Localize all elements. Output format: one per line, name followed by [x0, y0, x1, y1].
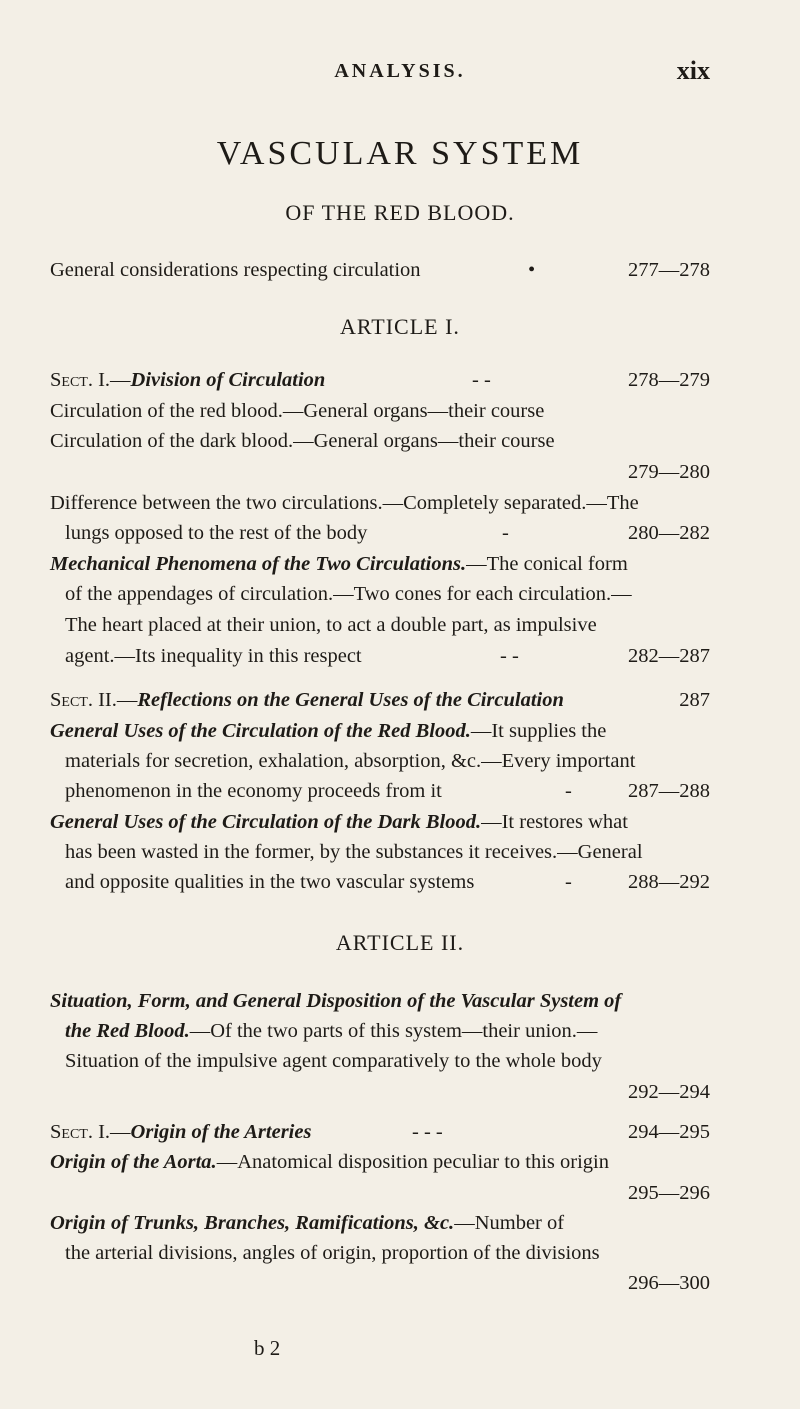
text: materials for secretion, exhalation, absorption, &c.—Every important	[65, 750, 636, 772]
text: has been wasted in the former, by the substances it receives.—General	[65, 841, 643, 863]
page-range: 277—278	[628, 259, 710, 281]
article-2-title: ARTICLE II.	[335, 930, 465, 955]
text: —Anatomical disposition peculiar to this origin	[216, 1151, 609, 1173]
subsection-title: Origin of Trunks, Branches, Ramifications, &c.	[50, 1212, 455, 1234]
text: Circulation of the dark blood.—General organs—their course	[50, 430, 555, 452]
page-range: 294—295	[628, 1121, 710, 1143]
subsection-title: Mechanical Phenomena of the Two Circulations.	[50, 553, 467, 575]
leader-dash: -	[502, 522, 509, 544]
page-range: 279—280	[628, 461, 710, 483]
page-range: 282—287	[628, 645, 710, 667]
page-title: VASCULAR SYSTEM	[216, 135, 584, 172]
page-number: xix	[676, 56, 710, 85]
page-range: 288—292	[628, 871, 710, 893]
text: The heart placed at their union, to act a double part, as impulsive	[65, 614, 597, 636]
leader-dot: •	[528, 259, 536, 281]
text: —The conical form	[466, 553, 628, 575]
leader-dots: - -	[500, 645, 519, 667]
dash: —	[116, 689, 138, 711]
text: the arterial divisions, angles of origin, proportion of the divisions	[65, 1242, 600, 1264]
page-range: 287—288	[628, 780, 710, 802]
text: —Number of	[454, 1212, 565, 1234]
page-range: 295—296	[628, 1182, 710, 1204]
section-label: Sect. II.	[50, 689, 117, 711]
page-subtitle: OF THE RED BLOOD.	[285, 200, 515, 225]
dash: —	[110, 369, 131, 391]
page-range: 280—282	[628, 522, 710, 544]
text: of the appendages of circulation.—Two cones for each circulation.—	[65, 583, 632, 605]
text: lungs opposed to the rest of the body	[65, 522, 368, 544]
text: agent.—Its inequality in this respect	[65, 645, 362, 667]
subsection-title: Situation, Form, and General Disposition of the Vascular System of	[50, 990, 622, 1012]
text: —It restores what	[481, 811, 628, 833]
section-title: Origin of the Arteries	[130, 1121, 312, 1143]
section-title: Reflections on the General Uses of the Circulation	[137, 689, 564, 711]
page-range: 296—300	[628, 1272, 710, 1294]
subsection-title: General Uses of the Circulation of the Red Blood.	[50, 720, 471, 742]
text: and opposite qualities in the two vascular systems	[65, 871, 475, 893]
leader-dash: -	[565, 871, 572, 893]
subsection-title: General Uses of the Circulation of the Dark Blood.	[50, 811, 482, 833]
leader-dash: -	[565, 780, 572, 802]
subsection-title: Origin of the Aorta.	[50, 1151, 217, 1173]
section-label: Sect. I.	[50, 369, 111, 391]
page-range: 278—279	[628, 369, 710, 391]
text: phenomenon in the economy proceeds from it	[65, 780, 442, 802]
article-1-title: ARTICLE I.	[340, 314, 460, 339]
text: —It supplies the	[470, 720, 607, 742]
text: Circulation of the red blood.—General organs—their course	[50, 400, 545, 422]
leader-dots: - - -	[412, 1121, 443, 1143]
text: Difference between the two circulations.—Completely separated.—The	[50, 492, 639, 514]
section-label: Sect. I.	[50, 1121, 111, 1143]
subsection-title: the Red Blood.	[65, 1020, 190, 1042]
leader-dots: - -	[472, 369, 491, 391]
section-title: Division of Circulation	[130, 369, 326, 391]
intro-text: General considerations respecting circulation	[50, 259, 421, 281]
running-head	[0, 56, 800, 90]
running-title: ANALYSIS.	[334, 60, 466, 82]
signature-mark: b 2	[254, 1336, 281, 1360]
dash: —	[110, 1121, 131, 1143]
text: Situation of the impulsive agent comparatively to the whole body	[65, 1050, 602, 1072]
page-range: 292—294	[628, 1081, 710, 1103]
text: —Of the two parts of this system—their union.—	[189, 1020, 598, 1042]
page-range: 287	[679, 689, 710, 711]
